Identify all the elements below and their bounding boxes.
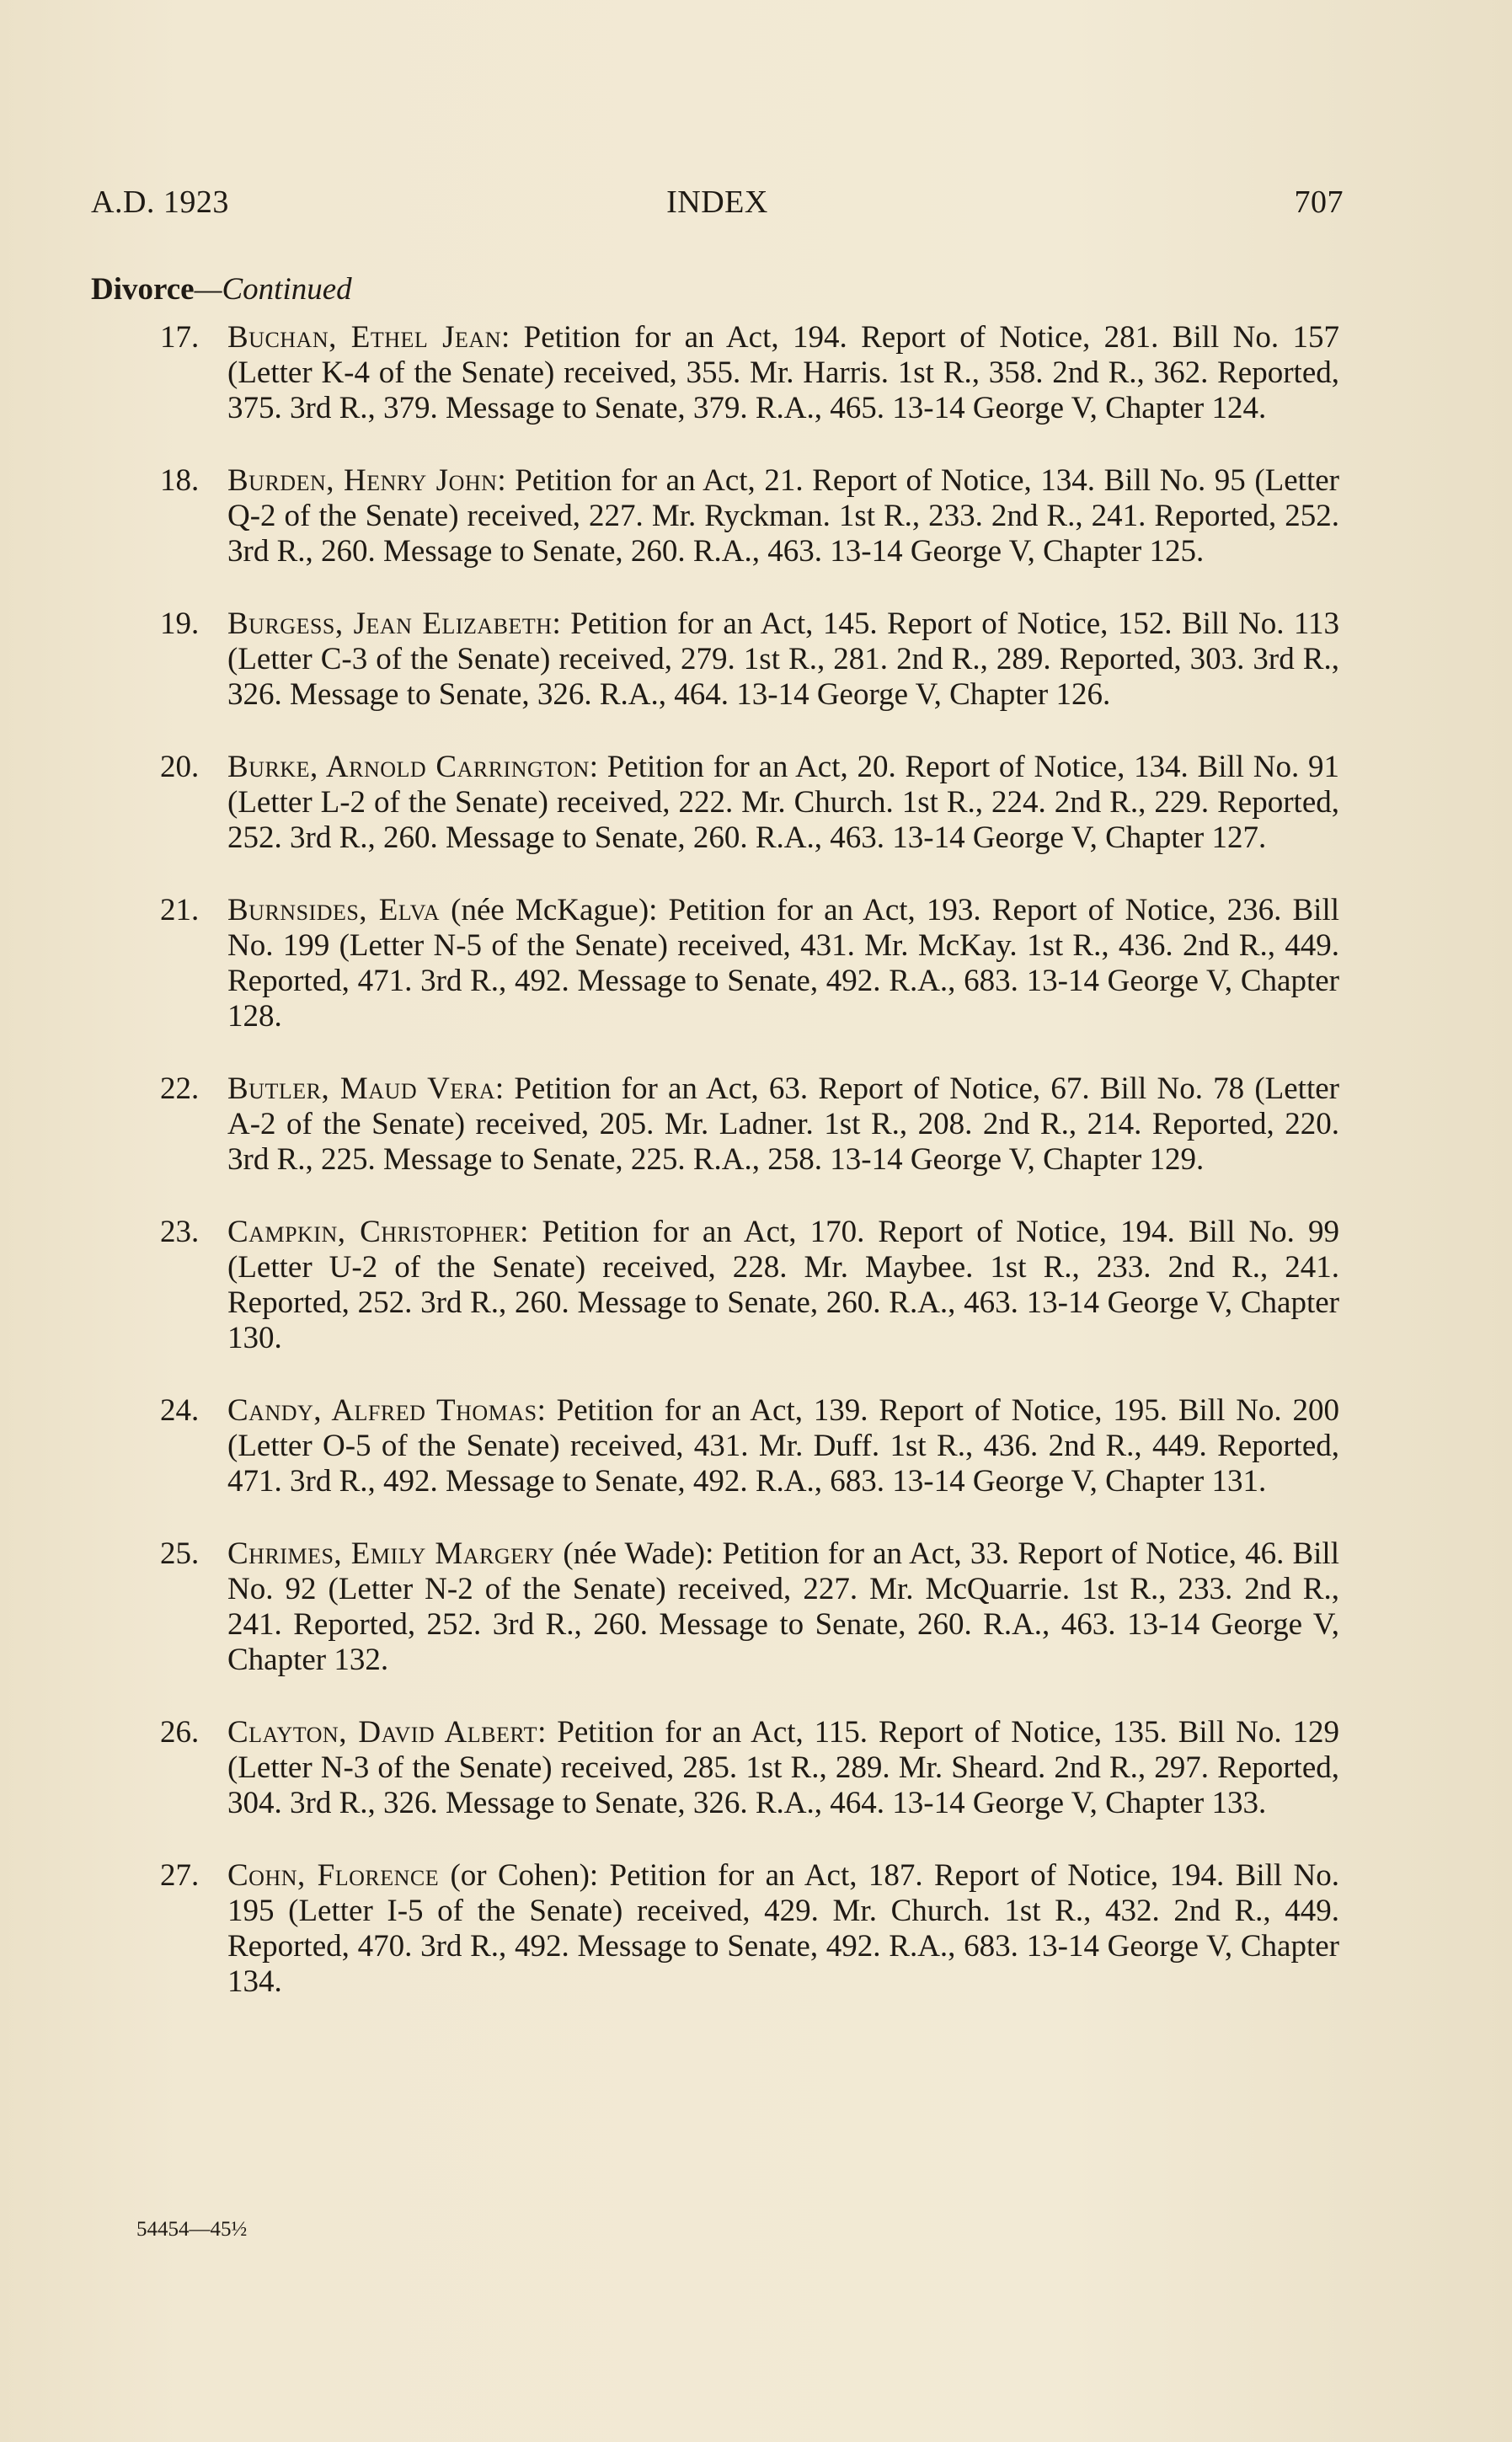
entry-number: 24. (160, 1393, 200, 1428)
entry-number: 19. (160, 606, 200, 641)
entry-name: Burden, Henry John (227, 463, 498, 498)
entry-text: : Petition for an Act, 115. Report of Notice, 135. Bill No. 129 (Letter N-3 of the Senate) received, 285. 1st R., 289. Mr. Sheard. 2nd R., 297. Reported, 304. 3rd R., 326. Message to Senate, 326. R.A., 464. 13-14 George V, Chapter 133. (227, 1715, 1340, 1820)
entry-name: Burgess, Jean Elizabeth (227, 606, 553, 641)
entry-text: : Petition for an Act, 145. Report of Notice, 152. Bill No. 113 (Letter C-3 of the Senate) received, 279. 1st R., 281. 2nd R., 289. Reported, 303. 3rd R., 326. Message to Senate, 326. R.A., 464. 13-14 George V, Chapter 126. (227, 606, 1340, 712)
entry-number: 18. (160, 463, 200, 498)
page-number: 707 (1294, 184, 1344, 220)
entry-text: (or Cohen): Petition for an Act, 187. Report of Notice, 194. Bill No. 195 (Letter I-5 of the Senate) received, 429. Mr. Church. 1st R., 432. 2nd R., 449. Reported, 470. 3rd R., 492. Message to Senate, 492. R.A., 683. 13-14 George V, Chapter 134. (227, 1858, 1340, 1999)
entry-number: 21. (160, 893, 200, 927)
index-entry-17 (91, 320, 1339, 426)
entry-number: 23. (160, 1215, 200, 1249)
index-entry-18 (91, 463, 1339, 569)
section-title: Divorce (91, 272, 195, 307)
index-entry-26 (91, 1715, 1339, 1821)
page-header (91, 184, 1344, 226)
section-heading (91, 271, 352, 307)
entry-text: (née McKague): Petition for an Act, 193. Report of Notice, 236. Bill No. 199 (Letter N-5 of the Senate) received, 431. Mr. McKay. 1st R., 436. 2nd R., 449. Reported, 471. 3rd R., 492. Message to Senate, 492. R.A., 683. 13-14 George V, Chapter 128. (227, 893, 1339, 1034)
entry-text: : Petition for an Act, 20. Report of Notice, 134. Bill No. 91 (Letter L-2 of the Senate) received, 222. Mr. Church. 1st R., 224. 2nd R., 229. Reported, 252. 3rd R., 260. Message to Senate, 260. R.A., 463. 13-14 George V, Chapter 127. (227, 750, 1339, 855)
entry-text: : Petition for an Act, 139. Report of Notice, 195. Bill No. 200 (Letter O-5 of the Senate) received, 431. Mr. Duff. 1st R., 436. 2nd R., 449. Reported, 471. 3rd R., 492. Message to Senate, 492. R.A., 683. 13-14 George V, Chapter 131. (227, 1393, 1339, 1499)
index-entry-21 (91, 893, 1339, 1034)
index-entry-24 (91, 1393, 1339, 1499)
header-year: A.D. 1923 (91, 184, 229, 220)
index-entry-22 (91, 1071, 1339, 1178)
entry-number: 17. (160, 320, 200, 355)
entry-number: 25. (160, 1536, 200, 1571)
entry-name: Campkin, Christopher (227, 1215, 521, 1249)
entry-number: 20. (160, 750, 200, 784)
entry-text: : Petition for an Act, 194. Report of Notice, 281. Bill No. 157 (Letter K-4 of the Senate) received, 355. Mr. Harris. 1st R., 358. 2nd R., 362. Reported, 375. 3rd R., 379. Message to Senate, 379. R.A., 465. 13-14 George V, Chapter 124. (227, 320, 1340, 425)
entry-name: Buchan, Ethel Jean (227, 320, 501, 355)
entry-number: 27. (160, 1858, 200, 1893)
entry-name: Chrimes, Emily Margery (227, 1536, 555, 1571)
index-entry-20 (91, 750, 1339, 856)
entry-number: 22. (160, 1071, 200, 1106)
entry-name: Burke, Arnold Carrington (227, 750, 590, 784)
entry-number: 26. (160, 1715, 200, 1750)
entry-name: Butler, Maud Vera (227, 1071, 495, 1106)
entry-name: Candy, Alfred Thomas (227, 1393, 537, 1428)
section-continued: —Continued (194, 272, 352, 307)
entry-name: Burnsides, Elva (227, 893, 440, 927)
entry-text: : Petition for an Act, 21. Report of Notice, 134. Bill No. 95 (Letter Q-2 of the Senate) received, 227. Mr. Ryckman. 1st R., 233. 2nd R., 241. Reported, 252. 3rd R., 260. Message to Senate, 260. R.A., 463. 13-14 George V, Chapter 125. (227, 463, 1339, 569)
printer-code: 54454—45½ (136, 2218, 248, 2241)
entry-list (91, 320, 1339, 2037)
entry-text: : Petition for an Act, 170. Report of Notice, 194. Bill No. 99 (Letter U-2 of the Senate) received, 228. Mr. Maybee. 1st R., 233. 2nd R., 241. Reported, 252. 3rd R., 260. Message to Senate, 260. R.A., 463. 13-14 George V, Chapter 130. (227, 1215, 1340, 1355)
index-entry-25 (91, 1536, 1339, 1678)
entry-text: (née Wade): Petition for an Act, 33. Report of Notice, 46. Bill No. 92 (Letter N-2 of the Senate) received, 227. Mr. McQuarrie. 1st R., 233. 2nd R., 241. Reported, 252. 3rd R., 260. Message to Senate, 260. R.A., 463. 13-14 George V, Chapter 132. (227, 1536, 1339, 1677)
index-entry-27 (91, 1858, 1339, 2000)
entry-text: : Petition for an Act, 63. Report of Notice, 67. Bill No. 78 (Letter A-2 of the Senate) received, 205. Mr. Ladner. 1st R., 208. 2nd R., 214. Reported, 220. 3rd R., 225. Message to Senate, 225. R.A., 258. 13-14 George V, Chapter 129. (227, 1071, 1339, 1177)
header-title: INDEX (666, 184, 768, 220)
index-entry-23 (91, 1215, 1339, 1356)
index-entry-19 (91, 606, 1339, 713)
entry-name: Cohn, Florence (227, 1858, 440, 1893)
entry-name: Clayton, David Albert (227, 1715, 538, 1750)
